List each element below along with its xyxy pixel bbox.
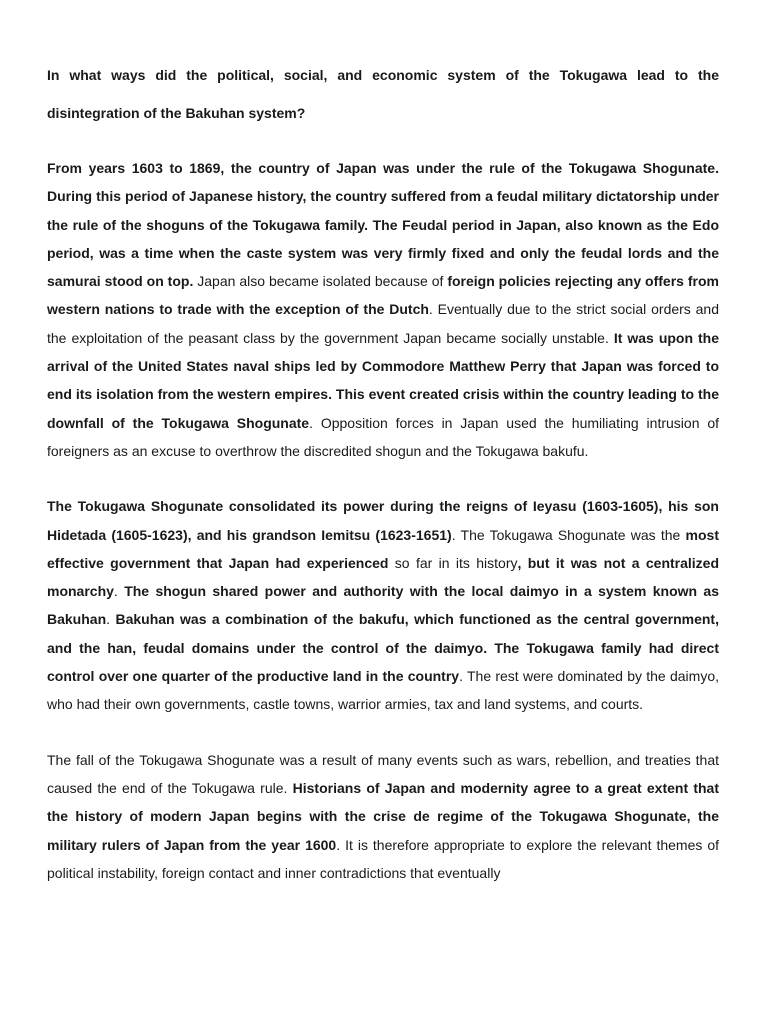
text-segment: The Tokugawa Shogunate consolidated its power during the reigns of Ieyasu (1603-1605), his son Hidetada (1605-1623), and his grandson Iemitsu (1623-1651) [47,498,719,543]
text-segment: The shogun shared power and authority with the local daimyo in a system known as Bakuhan [47,583,719,628]
text-segment: , but it was not a centralized monarchy [47,554,720,600]
text-segment: . [113,583,125,600]
text-segment: so far in its history [388,554,518,571]
text-segment: . It is therefore appropriate to explore the relevant themes of political instability, foreign contact and inner contradictions that eventually [47,836,719,881]
text-segment: . Eventually due to the strict social orders and the exploitation of the peasant class by the government Japan became socially unstable. [47,301,719,346]
text-segment: It was upon the arrival of the United States naval ships led by Commodore Matthew Perry that Japan was forced to end its isolation from the western empires. This event created crisis within the country leading to the downfall of the Tokugawa Shogunate [47,329,720,431]
text-segment: . The rest were dominated by the daimyo, who had their own governments, castle towns, warrior armies, tax and land systems, and courts. [47,668,719,713]
text-segment: most effective government that Japan had experienced [47,526,719,571]
text-segment: . Opposition forces in Japan used the humiliating intrusion of foreigners as an excuse to overthrow the discredited shogun and the Tokugawa bakufu. [47,414,719,459]
document-page [47,56,719,887]
paragraph-3 [47,746,719,887]
paragraph-2 [47,492,719,718]
text-segment: Historians of Japan and modernity agree to a great extent that the history of modern Japan begins with the crise de regime of the Tokugawa Shogunate, the military rulers of Japan from the year 1600 [47,779,719,853]
text-segment: From years 1603 to 1869, the country of Japan was under the rule of the Tokugawa Shogunate. During this period of Japanese history, the country suffered from a feudal military dictatorship under the rule of the shoguns of the Tokugawa family. The Feudal period in Japan, also known as the Edo period, was a time when the caste system was very firmly fixed and only the feudal lords and the samurai stood on top. [47,160,719,290]
essay-question: In what ways did the political, social, and economic system of the Tokugawa lead to the disintegration of the Bakuhan system? [47,67,719,121]
text-segment: The fall of the Tokugawa Shogunate was a result of many events such as wars, rebellion, and treaties that caused the end of the Tokugawa rule. [47,751,719,796]
text-segment: Japan also became isolated because of [193,273,448,290]
text-segment: foreign policies rejecting any offers from western nations to trade with the exception of the Dutch [47,273,719,318]
paragraph-1 [47,154,719,465]
text-segment: Bakuhan was a combination of the bakufu, which functioned as the central government, and the han, feudal domains under the control of the daimyo. The Tokugawa family had direct control over one quarter of the productive land in the country [47,611,719,685]
text-segment: . [106,611,116,628]
text-segment: . The Tokugawa Shogunate was the [451,526,686,543]
